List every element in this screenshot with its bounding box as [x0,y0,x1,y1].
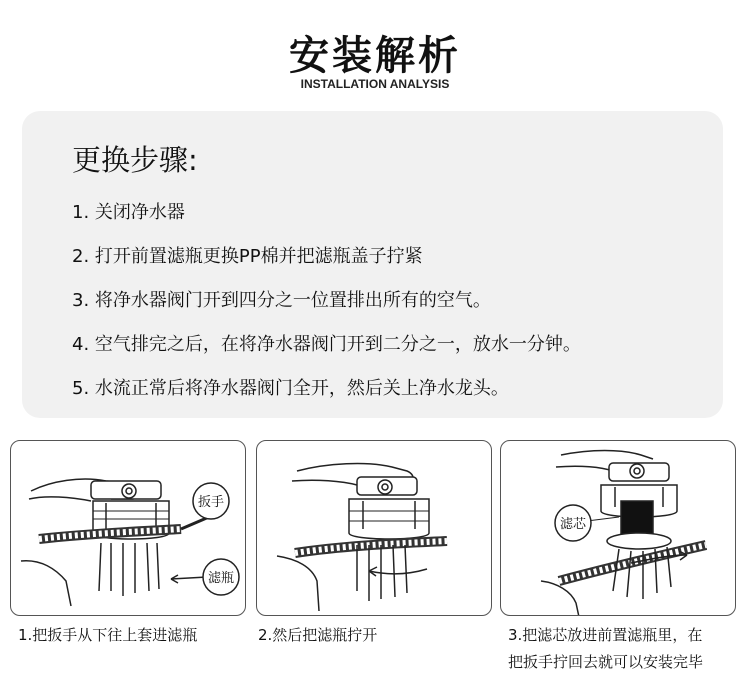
figure-label-wrench: 扳手 [197,495,225,510]
figure-caption-1: 1.把扳手从下往上套进滤瓶 [18,626,198,644]
figure-caption-3-line1: 3.把滤芯放进前置滤瓶里，在 [508,626,703,644]
steps-panel [22,111,723,418]
unscrew-bottle-illustration [257,441,492,616]
figure-card-3 [500,440,736,616]
wrench-on-housing-illustration [11,441,246,616]
steps-list [72,191,581,411]
page-subtitle: INSTALLATION ANALYSIS [300,77,450,91]
figure-label-bottle: 滤瓶 [207,571,235,586]
figure-caption-2: 2.然后把滤瓶拧开 [258,626,378,644]
page-title: 安装解析 [289,33,461,79]
insert-cartridge-illustration [501,441,736,616]
step-item: 2. 打开前置滤瓶更换PP棉并把滤瓶盖子拧紧 [72,246,423,267]
step-item: 5. 水流正常后将净水器阀门全开，然后关上净水龙头。 [72,378,509,399]
figure-caption-3-line2: 把扳手拧回去就可以安装完毕 [508,653,704,671]
steps-heading: 更换步骤: [72,143,198,177]
figure-card-2 [256,440,492,616]
figure-label-cartridge: 滤芯 [559,517,587,532]
step-item: 4. 空气排完之后，在将净水器阀门开到二分之一，放水一分钟。 [72,334,581,355]
figure-card-1 [10,440,246,616]
step-item: 1. 关闭净水器 [72,202,185,223]
step-item: 3. 将净水器阀门开到四分之一位置排出所有的空气。 [72,290,491,311]
